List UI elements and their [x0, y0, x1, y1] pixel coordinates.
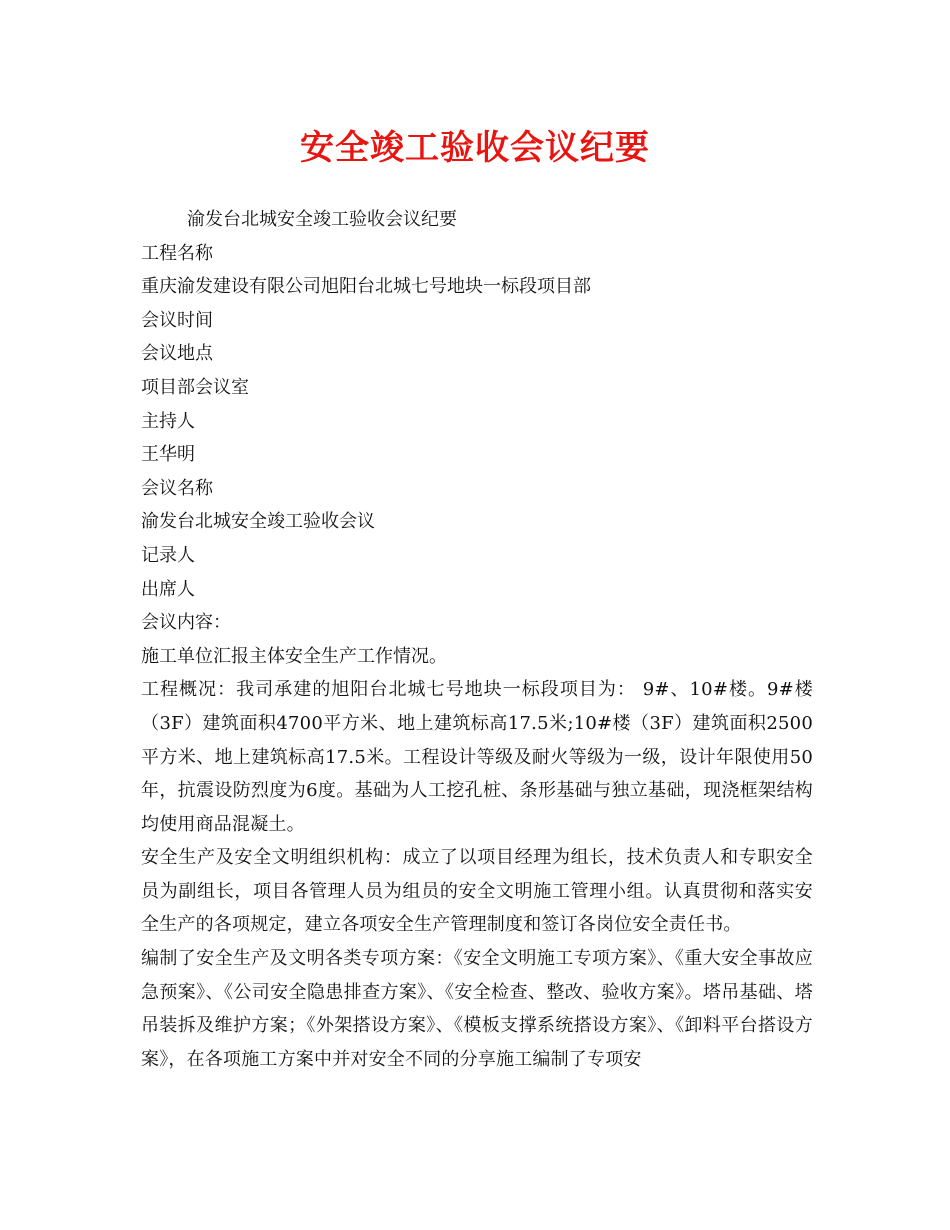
report-intro: 施工单位汇报主体安全生产工作情况。: [141, 645, 447, 667]
field-value-meeting-location: 项目部会议室: [141, 376, 249, 398]
field-label-host: 主持人: [141, 410, 195, 432]
field-label-project-name: 工程名称: [141, 242, 213, 264]
document-title: 安全竣工验收会议纪要: [300, 128, 650, 168]
document-body: [141, 203, 813, 1076]
field-label-meeting-content: 会议内容：: [141, 612, 231, 634]
field-label-meeting-name: 会议名称: [141, 477, 213, 499]
field-value-host: 王华明: [141, 444, 195, 466]
document-subtitle: 渝发台北城安全竣工验收会议纪要: [187, 209, 457, 230]
field-label-meeting-time: 会议时间: [141, 309, 213, 331]
field-label-meeting-location: 会议地点: [141, 343, 213, 365]
paragraph-safety-organization: 安全生产及安全文明组织机构：成立了以项目经理为组长，技术负责人和专职安全员为副组长，项目各管理人员为组员的安全文明施工管理小组。认真贯彻和落实安全生产的各项规定，建立各项安全生产管理制度和签订各岗位安全责任书。: [141, 847, 813, 936]
paragraph-safety-plans: 编制了安全生产及文明各类专项方案：《安全文明施工专项方案》、《重大安全事故应急预案》、《公司安全隐患排查方案》、《安全检查、整改、验收方案》。塔吊基础、塔吊装拆及维护方案；《外架搭设方案》、《模板支撑系统搭设方案》、《卸料平台搭设方案》，在各项施工方案中并对安全不同的分享施工编制了专项安: [141, 948, 813, 1070]
field-value-project-name: 重庆渝发建设有限公司旭阳台北城七号地块一标段项目部: [141, 276, 591, 298]
field-label-recorder: 记录人: [141, 544, 195, 566]
field-label-attendees: 出席人: [141, 578, 195, 600]
field-value-meeting-name: 渝发台北城安全竣工验收会议: [141, 511, 375, 533]
paragraph-project-overview: 工程概况：我司承建的旭阳台北城七号地块一标段项目为： 9#、10#楼。9#楼（3F）建筑面积4700平方米、地上建筑标高17.5米;10#楼（3F）建筑面积2500平方米、地上建筑标高17.5米。工程设计等级及耐火等级为一级，设计年限使用50年，抗震设防烈度为6度。基础为人工挖孔桩、条形基础与独立基础，现浇框架结构均使用商品混凝土。: [141, 679, 813, 835]
